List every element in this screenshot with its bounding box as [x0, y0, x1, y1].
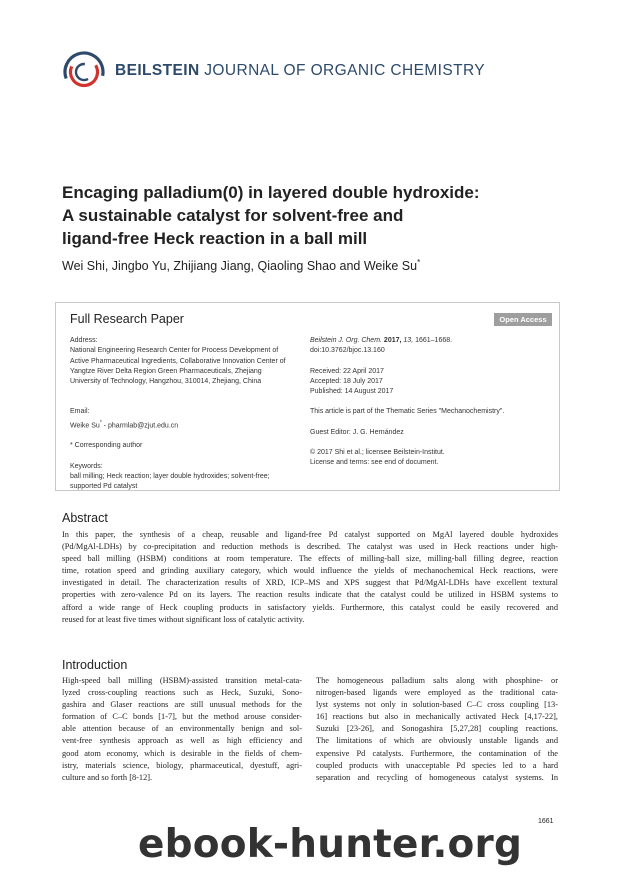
abstract-body — [62, 529, 558, 626]
abstract-heading: Abstract — [62, 511, 108, 525]
open-access-badge[interactable]: Open Access — [494, 313, 552, 326]
intro-line: coupled products with unacceptable Pd species led to a hard — [316, 760, 558, 770]
address-line: Active Pharmaceutical Ingredients, Collaborative Innovation Center of — [70, 357, 286, 365]
intro-line: good atom economy, which is desirable in the fields of chem- — [62, 748, 302, 758]
info-left-column — [70, 336, 290, 493]
citation-pages: 1661–1668. — [415, 337, 453, 344]
citation — [310, 336, 550, 346]
intro-line: separation and recycling of homogeneous catalyst systems. In — [316, 772, 558, 782]
journal-name-rest: JOURNAL OF ORGANIC CHEMISTRY — [204, 62, 486, 79]
intro-line: able attention because of an environmentally benign and sol- — [62, 724, 302, 734]
title-line: A sustainable catalyst for solvent-free and — [62, 206, 404, 225]
license-terms: License and terms: see end of document. — [310, 459, 439, 467]
email-mark: * — [99, 419, 102, 426]
intro-line: lyzed cross-coupling reactions such as Heck, Suzuki, Sono- — [62, 688, 302, 698]
abstract-line: speed ball milling (HSBM) conditions at room temperature. The effects of milling-ball size, milling-ball filling degree, reaction — [62, 554, 558, 564]
published-date: Published: 14 August 2017 — [310, 388, 394, 396]
author-names: Wei Shi, Jingbo Yu, Zhijiang Jiang, Qiaoling Shao and Weike Su — [62, 259, 418, 274]
intro-line: The homogeneous palladium salts along with phosphine- or — [316, 676, 558, 685]
guest-editor: Guest Editor: J. G. Hernández — [310, 428, 404, 436]
citation-journal: Beilstein J. Org. Chem. — [310, 337, 382, 344]
intro-line: istry, materials science, biology, pharmaceutical, dyestuff, agri- — [62, 760, 302, 770]
keywords-line: supported Pd catalyst — [70, 483, 138, 491]
paper-type: Full Research Paper — [70, 312, 184, 326]
corresponding-mark: * — [417, 258, 421, 267]
intro-line: gashira and Glaser reactions are still unusual methods for the — [62, 700, 302, 710]
intro-line: 16] reactions but also in mechanically activated Heck [4,17-22], — [316, 712, 558, 722]
intro-line: The limitations of which are obviously unstable ligands and — [316, 736, 558, 746]
intro-line: High-speed ball milling (HSBM)-assisted transition metal-cata- — [62, 676, 302, 685]
abstract-line: investigated in detail. The characterization results of XRD, ICP–MS and XPS suggest that Pd/MgAl-LDHs have excellent textural — [62, 578, 558, 588]
accepted-date: Accepted: 18 July 2017 — [310, 377, 383, 385]
introduction-right-column — [316, 675, 558, 784]
doi-link[interactable]: doi:10.3762/bjoc.13.160 — [310, 347, 385, 355]
intro-line: vent-free synthesis approach as well as high efficiency and — [62, 736, 302, 746]
address-label: Address: — [70, 337, 98, 344]
intro-line: culture and so forth [8-12]. — [62, 772, 153, 782]
journal-logo-icon — [62, 50, 106, 94]
introduction-left-column — [62, 675, 302, 784]
email-address[interactable]: - pharmlab@zjut.edu.cn — [101, 422, 179, 430]
author-list — [62, 258, 420, 273]
watermark: ebook-hunter.org — [138, 822, 523, 867]
thematic-series[interactable]: This article is part of the Thematic Series "Mechanochemistry". — [310, 408, 505, 416]
copyright: © 2017 Shi et al.; licensee Beilstein-Institut. — [310, 449, 445, 457]
abstract-line: properties with zero-valence Pd on its layers. The reaction results indicate that the catalyst could be utilized in HSBM systems to — [62, 590, 558, 600]
journal-name-bold: BEILSTEIN — [115, 62, 200, 79]
abstract-line: (Pd/MgAl-LDHs) by co-precipitation and reduction methods is described. The catalyst was used in Heck reactions under high- — [62, 542, 558, 552]
title-line: ligand-free Heck reaction in a ball mill — [62, 229, 368, 248]
title-line: Encaging palladium(0) in layered double hydroxide: — [62, 183, 480, 202]
intro-line: lyst systems not only in solution-based C–C cross coupling [13- — [316, 700, 558, 710]
intro-line: Suzuki [23-26], and Sonogashira [5,27,28] coupling reactions. — [316, 724, 558, 734]
abstract-line: reused for at least five times without significant loss of catalytic activity. — [62, 614, 305, 624]
keywords-label: Keywords: — [70, 462, 103, 470]
received-date: Received: 22 April 2017 — [310, 367, 384, 375]
email-name: Weike Su — [70, 422, 100, 430]
page-number: 1661 — [538, 818, 554, 825]
journal-name — [115, 62, 485, 80]
info-right-column — [310, 336, 550, 469]
abstract-line: In this paper, the synthesis of a cheap, reusable and ligand-free Pd catalyst supported on MgAl layered double hydroxides — [62, 530, 558, 539]
intro-line: expensive Pd catalysts. Furthermore, the contamination of the — [316, 748, 558, 758]
email-line — [70, 418, 290, 432]
corresponding-note: * Corresponding author — [70, 442, 143, 450]
introduction-heading: Introduction — [62, 658, 128, 672]
keywords-line: ball milling; Heck reaction; layer double hydroxides; solvent-free; — [70, 473, 270, 480]
citation-volume: 13, — [403, 337, 414, 344]
article-title — [62, 181, 562, 250]
intro-line: nitrogen-based ligands were employed as the traditional cata- — [316, 688, 558, 698]
email-label: Email: — [70, 408, 90, 416]
address-line: Yangtze River Delta Region Green Pharmaceuticals, Zhejiang — [70, 367, 262, 375]
intro-line: formation of C–C bonds [1-7], but the method arouse consider- — [62, 712, 302, 722]
abstract-line: time, rotation speed and grinding auxiliary category, which would influence the yields of mechanochemical Heck reactions, were — [62, 566, 558, 576]
abstract-line: afford a wide range of Heck coupling products in satisfactory yields. Furthermore, this catalyst could be easily recovered and — [62, 602, 558, 612]
citation-year: 2017, — [383, 337, 402, 344]
address-line: National Engineering Research Center for Process Development of — [70, 347, 279, 355]
address-line: University of Technology, Hangzhou, 310014, Zhejiang, China — [70, 378, 262, 386]
